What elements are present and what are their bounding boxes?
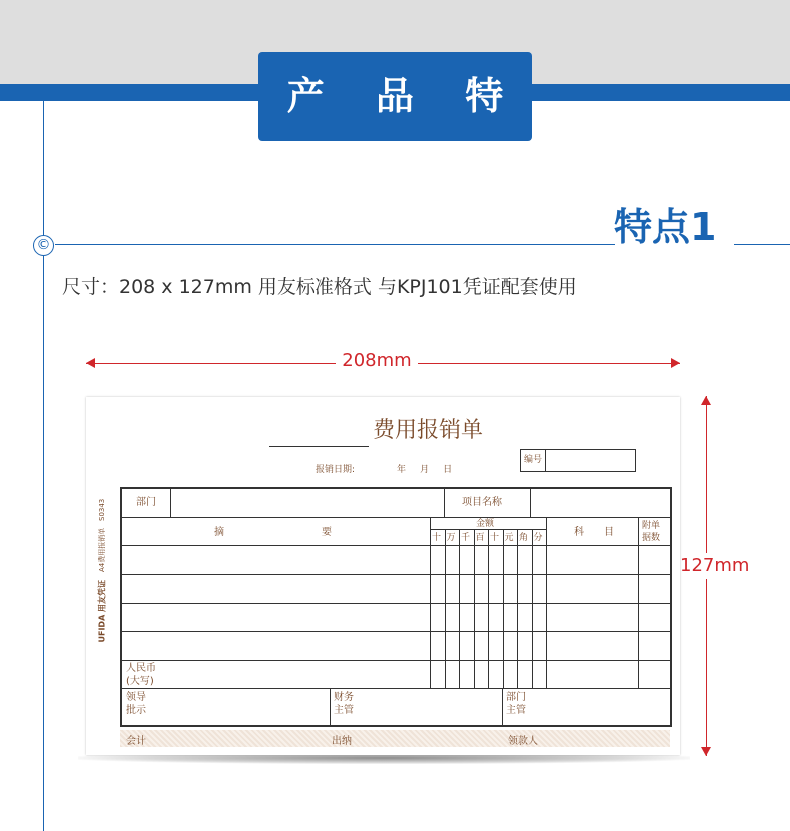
deptmgr-divider bbox=[502, 688, 503, 725]
project-divider-left bbox=[444, 489, 445, 517]
finance-label-1: 财务 bbox=[334, 692, 354, 703]
digit-label: 元 bbox=[504, 533, 514, 543]
form-title-text: 费用报销单 bbox=[373, 418, 484, 443]
left-guide-line bbox=[43, 101, 44, 831]
finance-divider bbox=[330, 688, 331, 725]
digit-label: 万 bbox=[446, 533, 456, 543]
form-number-box bbox=[520, 449, 636, 472]
width-label: 208mm bbox=[336, 347, 418, 375]
row-line-3 bbox=[122, 631, 670, 632]
digit-column-line bbox=[517, 529, 518, 688]
footer-recipient: 领款人 bbox=[508, 736, 538, 747]
digit-column-line bbox=[532, 529, 533, 688]
leader-label-1: 领导 bbox=[126, 692, 146, 703]
height-label: 127mm bbox=[680, 553, 760, 579]
form-table bbox=[120, 487, 672, 727]
digit-label: 千 bbox=[461, 533, 471, 543]
digit-column-line bbox=[488, 529, 489, 688]
side-name: A4费用报销单 bbox=[98, 527, 106, 572]
form-side-text bbox=[92, 497, 112, 677]
date-label: 报销日期: bbox=[316, 465, 356, 475]
header-row-bottom bbox=[122, 545, 670, 546]
dept-divider bbox=[170, 489, 171, 517]
form-footer bbox=[120, 730, 670, 747]
arrow-down-icon bbox=[701, 747, 711, 756]
digit-column-line bbox=[445, 529, 446, 688]
dept-row-bottom bbox=[122, 517, 670, 518]
leader-label-2: 批示 bbox=[126, 705, 146, 716]
banner-title: 产 品 特 点 bbox=[258, 52, 532, 141]
digit-label: 百 bbox=[475, 533, 485, 543]
arrow-right-icon bbox=[671, 358, 680, 368]
number-label: 编号 bbox=[521, 450, 546, 471]
digit-column-line bbox=[474, 529, 475, 688]
row-line-4 bbox=[122, 660, 670, 661]
side-code: S0343 bbox=[98, 498, 106, 521]
rmb-sub-label: (大写) bbox=[126, 676, 154, 687]
title-underline bbox=[269, 424, 369, 447]
date-month: 月 bbox=[420, 465, 430, 475]
footer-accountant: 会计 bbox=[126, 736, 146, 747]
section-divider-right bbox=[734, 244, 790, 245]
deptmgr-label-2: 主管 bbox=[506, 705, 526, 716]
digit-label: 分 bbox=[533, 533, 543, 543]
dept-label: 部门 bbox=[136, 497, 156, 508]
digit-column-line bbox=[503, 529, 504, 688]
digit-label: 十 bbox=[432, 533, 442, 543]
row-line-1 bbox=[122, 574, 670, 575]
side-brand: UFIDA 用友凭证 bbox=[97, 579, 107, 643]
date-day: 日 bbox=[443, 465, 453, 475]
date-year: 年 bbox=[397, 465, 407, 475]
attach-label-2: 据数 bbox=[642, 533, 661, 543]
expense-form-image bbox=[86, 397, 680, 755]
amount-label: 金额 bbox=[476, 519, 495, 529]
copyright-circle-icon: © bbox=[33, 235, 54, 256]
summary-label-1: 摘 bbox=[214, 527, 224, 538]
section-divider-left bbox=[55, 244, 615, 245]
digit-column-line bbox=[459, 529, 460, 688]
row-line-2 bbox=[122, 603, 670, 604]
form-title bbox=[269, 415, 509, 447]
finance-label-2: 主管 bbox=[334, 705, 354, 716]
digit-label: 角 bbox=[519, 533, 529, 543]
project-label: 项目名称 bbox=[462, 497, 502, 508]
form-date-row bbox=[316, 462, 516, 475]
rmb-label: 人民币 bbox=[126, 663, 156, 674]
footer-cashier: 出纳 bbox=[332, 736, 352, 747]
digit-label: 十 bbox=[490, 533, 500, 543]
project-divider-right bbox=[530, 489, 531, 517]
arrow-up-icon bbox=[701, 396, 711, 405]
subject-label-1: 科 bbox=[574, 527, 584, 538]
width-dimension bbox=[86, 350, 680, 373]
attach-label-1: 附单 bbox=[642, 521, 661, 531]
deptmgr-label-1: 部门 bbox=[506, 692, 526, 703]
row-line-5 bbox=[122, 688, 670, 689]
subject-label-2: 目 bbox=[604, 527, 614, 538]
summary-label-2: 要 bbox=[322, 527, 332, 538]
arrow-left-icon bbox=[86, 358, 95, 368]
feature-heading: 特点1 bbox=[614, 205, 717, 249]
feature-description: 尺寸：208 x 127mm 用友标准格式 与KPJ101凭证配套使用 bbox=[62, 276, 577, 298]
